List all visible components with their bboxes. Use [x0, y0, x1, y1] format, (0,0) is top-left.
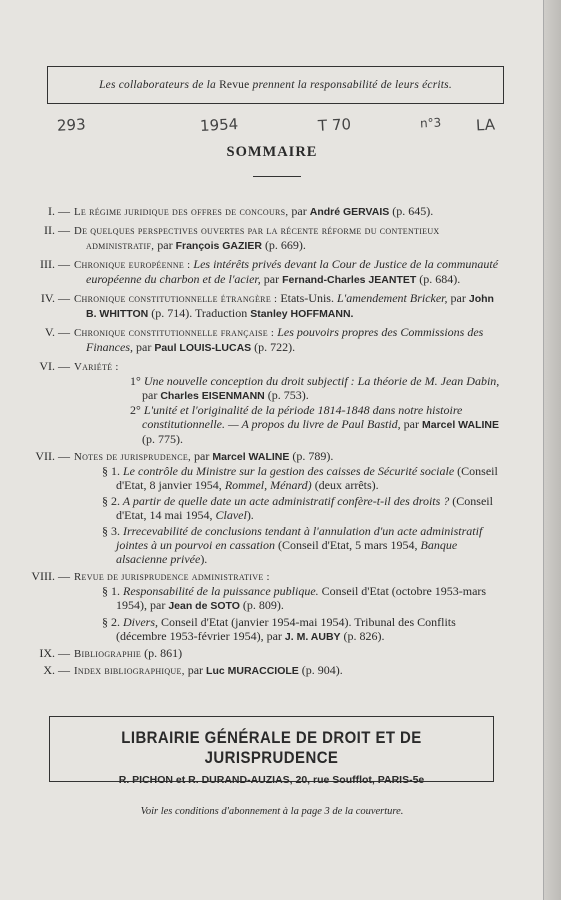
toc-subentry: 1° Une nouvelle conception du droit subjectif : La théorie de M. Jean Dabin, par Charles EISENMANN (p. 753). [130, 374, 500, 402]
author: J. M. AUBY [284, 631, 341, 643]
notice-revue: Revue [219, 79, 250, 91]
author: John B. WHITTON [86, 293, 494, 320]
publisher-box [49, 716, 494, 786]
toc-subentry: 2° L'unité et l'originalité de la période 1814-1848 dans notre histoire constitutionnelle. — A propos du livre de Paul Bastid, par Marcel WALINE (p. 775). [130, 403, 500, 446]
author: Paul LOUIS-LUCAS [154, 342, 252, 354]
toc-entry-ix: IX. — Bibliographie (p. 861) [39, 646, 183, 660]
responsibility-notice [47, 66, 504, 104]
toc-subentry: § 1. Responsabilité de la puissance publique. Conseil d'Etat (octobre 1953-mars 1954), par Jean de SOTO (p. 809). [102, 584, 487, 612]
toc-entry-ii: II. — De quelques perspectives ouvertes par la récente réforme du contentieux administratif, par François GAZIER (p. 669). [44, 223, 440, 252]
toc-subentry: § 2. Divers, Conseil d'Etat (janvier 1954-mai 1954). Tribunal des Conflits (décembre 1953-février 1954), par J. M. AUBY (p. 826). [102, 615, 456, 643]
author: Marcel WALINE [212, 451, 290, 463]
handwritten-note-1: 293 [56, 115, 87, 135]
notice-part1: Les collaborateurs de la [99, 79, 216, 91]
toc-entry-v: V. — Chronique constitutionnelle française : Les pouvoirs propres des Commissions des Finances, par Paul LOUIS-LUCAS (p. 722). [44, 325, 484, 354]
title-divider [253, 176, 301, 177]
entry-number: IV. — [40, 291, 70, 305]
page-title: SOMMAIRE [226, 144, 318, 160]
author: François GAZIER [175, 240, 262, 252]
entry-number: VI. — [39, 359, 70, 373]
toc-entry-i: I. — Le régime juridique des offres de concours, par André GERVAIS (p. 645). [48, 204, 434, 218]
handwritten-note-3: T 70 [317, 115, 352, 135]
entry-number: VIII. — [31, 569, 70, 583]
publisher-address: R. PICHON et R. DURAND-AUZIAS, 20, rue Soufflot, PARIS-5e [118, 774, 425, 786]
translator: Stanley HOFFMANN. [250, 308, 354, 320]
entry-number: I. — [48, 204, 70, 218]
toc-entry-x: X. — Index bibliographique, par Luc MURACCIOLE (p. 904). [43, 663, 343, 677]
author: Luc MURACCIOLE [206, 665, 299, 677]
toc-entry-viii: VIII. — Revue de jurisprudence administrative : § 1. Responsabilité de la puissance publique. Conseil d'Etat (octobre 1953-mars 1954), par Jean de SOTO (p. 809). § 2. Divers, Conseil d'Etat (janvier 1954-mai 1954). Tribunal des Conflits (décembre 1953-février 1954), par J. M. AUBY (p. 826). [0, 569, 544, 644]
subscription-note: Voir les conditions d'abonnement à la page 3 de la couverture. [140, 806, 404, 817]
publisher-name: LIBRAIRIE GÉNÉRALE DE DROIT ET DE JURISPRUDENCE [121, 728, 422, 767]
entry-number: V. — [44, 325, 70, 339]
entry-number: IX. — [39, 646, 70, 660]
toc-subentry: § 1. Le contrôle du Ministre sur la gestion des caisses de Sécurité sociale (Conseil d'Etat, 8 janvier 1954, Rommel, Ménard) (deux arrêts). [102, 464, 498, 492]
author: Fernand-Charles JEANTET [282, 274, 417, 286]
handwritten-note-2: 1954 [199, 115, 239, 135]
table-of-contents [0, 204, 544, 678]
author: Jean de SOTO [168, 600, 240, 612]
toc-entry-iii: III. — Chronique européenne : Les intérêts privés devant la Cour de Justice de la communauté européenne du charbon et de l'acier, par Fernand-Charles JEANTET (p. 684). [40, 257, 499, 286]
entry-number: VII. — [35, 449, 70, 463]
entry-number: X. — [43, 663, 70, 677]
toc-entry-vii: VII. — Notes de jurisprudence, par Marcel WALINE (p. 789). § 1. Le contrôle du Ministre sur la gestion des caisses de Sécurité sociale (Conseil d'Etat, 8 janvier 1954, Rommel, Ménard) (deux arrêts). § 2. A partir de quelle date un acte administratif confère-t-il des droits ? (Conseil d'Etat, 14 mai 1954, Clavel). § 3. Irrecevabilité de conclusions tendant à l'annulation d'un acte administratif jointes à un pourvoi en cassation (Conseil d'Etat, 5 mars 1954, Banque alsacienne privée). [0, 449, 544, 566]
toc-subentry: § 2. A partir de quelle date un acte administratif confère-t-il des droits ? (Conseil d'Etat, 14 mai 1954, Clavel). [102, 494, 493, 522]
toc-entry-iv: IV. — Chronique constitutionnelle étrangère : Etats-Unis. L'amendement Bricker, par John B. WHITTON (p. 714). Traduction Stanley HOFFMANN. [40, 291, 494, 320]
page-edge [543, 0, 561, 900]
toc-entry-vi: VI. — Variété : 1° Une nouvelle conception du droit subjectif : La théorie de M. Jean Dabin, par Charles EISENMANN (p. 753). 2° L'unité et l'originalité de la période 1814-1848 dans notre histoire constitutionnelle. — A propos du livre de Paul Bastid, par Marcel WALINE (p. 775). [0, 359, 544, 446]
handwritten-note-4: n°3 [419, 115, 442, 131]
author: Marcel WALINE [421, 419, 500, 431]
author: André GERVAIS [309, 206, 390, 218]
notice-part2: prennent la responsabilité de leurs écrits. [252, 79, 452, 91]
entry-number: II. — [44, 223, 70, 237]
author: Charles EISENMANN [160, 390, 265, 402]
handwritten-note-5: LA [475, 115, 496, 135]
toc-subentry: § 3. Irrecevabilité de conclusions tendant à l'annulation d'un acte administratif jointes à un pourvoi en cassation (Conseil d'Etat, 5 mars 1954, Banque alsacienne privée). [102, 524, 483, 566]
entry-number: III. — [40, 257, 70, 271]
